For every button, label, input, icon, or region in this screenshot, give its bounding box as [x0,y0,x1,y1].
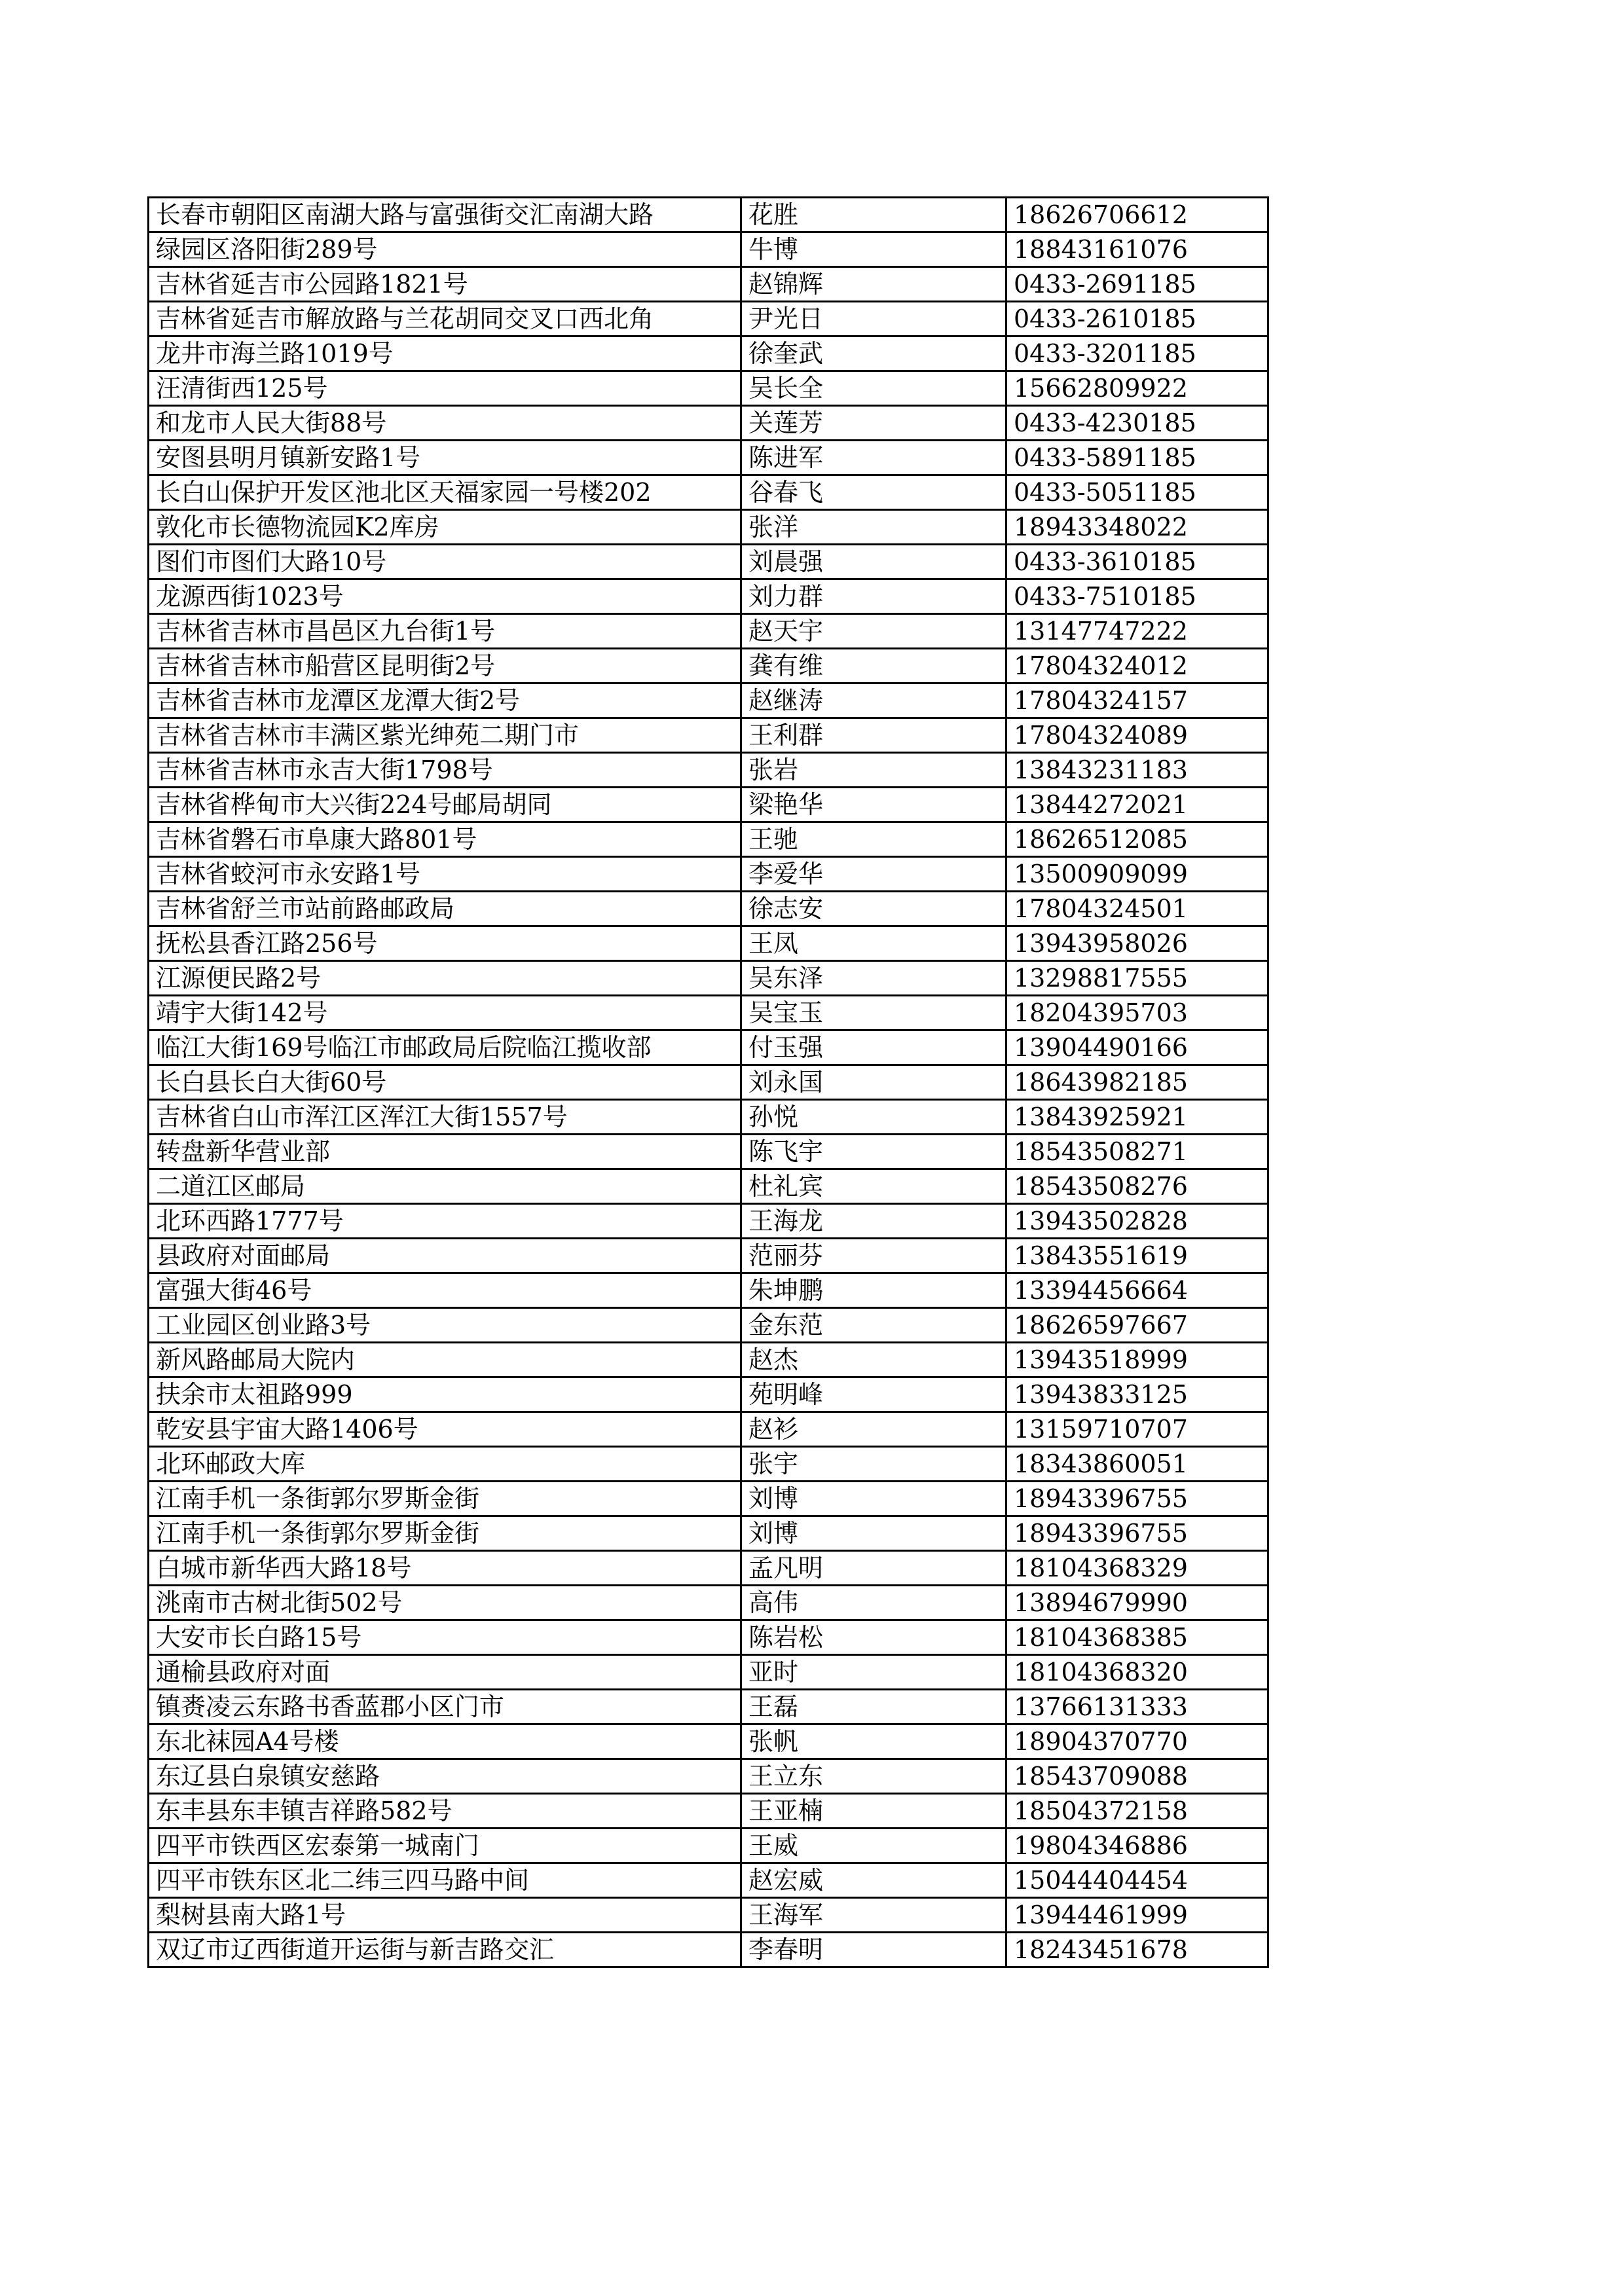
phone-cell: 18626597667 [1006,1308,1268,1343]
phone-cell: 13943833125 [1006,1377,1268,1412]
address-cell: 吉林省延吉市解放路与兰花胡同交叉口西北角 [149,302,741,337]
table-row [149,1655,1268,1690]
phone-cell: 19804346886 [1006,1829,1268,1863]
contact-name-cell: 孙悦 [741,1100,1006,1135]
phone-cell: 18626706612 [1006,198,1268,232]
table-row [149,1482,1268,1516]
phone-cell: 13894679990 [1006,1586,1268,1620]
table-row [149,545,1268,579]
phone-cell: 18343860051 [1006,1447,1268,1482]
contact-name-cell: 金东范 [741,1308,1006,1343]
contact-name-cell: 刘博 [741,1482,1006,1516]
contact-name-cell: 谷春飞 [741,475,1006,510]
address-cell: 大安市长白路15号 [149,1620,741,1655]
phone-cell: 18626512085 [1006,822,1268,857]
table-row [149,579,1268,614]
address-cell: 工业园区创业路3号 [149,1308,741,1343]
address-cell: 吉林省吉林市船营区昆明街2号 [149,649,741,683]
table-row [149,1239,1268,1273]
phone-cell: 0433-4230185 [1006,406,1268,441]
phone-cell: 0433-2610185 [1006,302,1268,337]
phone-cell: 13943502828 [1006,1204,1268,1239]
table-row [149,1030,1268,1065]
phone-cell: 0433-2691185 [1006,267,1268,302]
phone-cell: 18243451678 [1006,1933,1268,1967]
contact-name-cell: 刘晨强 [741,545,1006,579]
address-cell: 镇赉凌云东路书香蓝郡小区门市 [149,1690,741,1724]
phone-cell: 13843231183 [1006,753,1268,788]
address-cell: 洮南市古树北街502号 [149,1586,741,1620]
address-cell: 抚松县香江路256号 [149,926,741,961]
address-cell: 双辽市辽西街道开运街与新吉路交汇 [149,1933,741,1967]
address-cell: 吉林省吉林市昌邑区九台街1号 [149,614,741,649]
address-cell: 安图县明月镇新安路1号 [149,441,741,475]
phone-cell: 18543508271 [1006,1135,1268,1169]
contact-name-cell: 朱坤鹏 [741,1273,1006,1308]
phone-cell: 18543508276 [1006,1169,1268,1204]
table-row [149,267,1268,302]
contact-name-cell: 付玉强 [741,1030,1006,1065]
table-row [149,926,1268,961]
address-cell: 长白山保护开发区池北区天福家园一号楼202 [149,475,741,510]
phone-cell: 0433-3201185 [1006,337,1268,371]
table-row [149,649,1268,683]
address-cell: 四平市铁西区宏泰第一城南门 [149,1829,741,1863]
contact-name-cell: 花胜 [741,198,1006,232]
address-cell: 白城市新华西大路18号 [149,1551,741,1586]
table-row [149,1273,1268,1308]
address-cell: 吉林省吉林市龙潭区龙潭大街2号 [149,683,741,718]
address-cell: 江源便民路2号 [149,961,741,996]
phone-cell: 0433-5051185 [1006,475,1268,510]
table-row [149,1690,1268,1724]
contact-name-cell: 孟凡明 [741,1551,1006,1586]
phone-cell: 0433-7510185 [1006,579,1268,614]
address-cell: 和龙市人民大街88号 [149,406,741,441]
table-row [149,1343,1268,1377]
contact-name-cell: 张宇 [741,1447,1006,1482]
contact-name-cell: 王海龙 [741,1204,1006,1239]
address-cell: 富强大街46号 [149,1273,741,1308]
table-row [149,1829,1268,1863]
address-cell: 北环西路1777号 [149,1204,741,1239]
phone-cell: 13904490166 [1006,1030,1268,1065]
phone-cell: 18904370770 [1006,1724,1268,1759]
phone-cell: 13298817555 [1006,961,1268,996]
table-row [149,1551,1268,1586]
address-cell: 汪清街西125号 [149,371,741,406]
phone-cell: 18104368320 [1006,1655,1268,1690]
address-cell: 图们市图们大路10号 [149,545,741,579]
table-row [149,232,1268,267]
phone-cell: 18104368329 [1006,1551,1268,1586]
address-cell: 敦化市长德物流园K2库房 [149,510,741,545]
contact-name-cell: 高伟 [741,1586,1006,1620]
table-row [149,198,1268,232]
address-cell: 乾安县宇宙大路1406号 [149,1412,741,1447]
address-cell: 长白县长白大街60号 [149,1065,741,1100]
phone-cell: 13843551619 [1006,1239,1268,1273]
contact-name-cell: 徐志安 [741,892,1006,926]
table-row [149,406,1268,441]
address-cell: 二道江区邮局 [149,1169,741,1204]
address-cell: 吉林省吉林市丰满区紫光绅苑二期门市 [149,718,741,753]
address-cell: 梨树县南大路1号 [149,1898,741,1933]
contact-name-cell: 刘力群 [741,579,1006,614]
contact-name-cell: 关莲芳 [741,406,1006,441]
table-row [149,475,1268,510]
table-row [149,822,1268,857]
address-cell: 吉林省磐石市阜康大路801号 [149,822,741,857]
contact-name-cell: 梁艳华 [741,788,1006,822]
contact-name-cell: 赵天宇 [741,614,1006,649]
table-row [149,441,1268,475]
address-cell: 新风路邮局大院内 [149,1343,741,1377]
address-cell: 长春市朝阳区南湖大路与富强街交汇南湖大路 [149,198,741,232]
phone-cell: 13147747222 [1006,614,1268,649]
table-row [149,892,1268,926]
phone-cell: 13500909099 [1006,857,1268,892]
contact-name-cell: 赵杰 [741,1343,1006,1377]
table-row [149,683,1268,718]
table-row [149,788,1268,822]
table-row [149,1863,1268,1898]
phone-cell: 13943518999 [1006,1343,1268,1377]
address-cell: 吉林省桦甸市大兴街224号邮局胡同 [149,788,741,822]
contact-name-cell: 吴长全 [741,371,1006,406]
table-row [149,1759,1268,1794]
table-row [149,753,1268,788]
address-cell: 吉林省蛟河市永安路1号 [149,857,741,892]
address-cell: 转盘新华营业部 [149,1135,741,1169]
table-row [149,961,1268,996]
phone-cell: 13843925921 [1006,1100,1268,1135]
phone-cell: 18204395703 [1006,996,1268,1030]
address-cell: 通榆县政府对面 [149,1655,741,1690]
table-row [149,1586,1268,1620]
phone-cell: 0433-5891185 [1006,441,1268,475]
contact-name-cell: 张洋 [741,510,1006,545]
table-row [149,1724,1268,1759]
phone-cell: 18504372158 [1006,1794,1268,1829]
table-row [149,1794,1268,1829]
phone-cell: 18643982185 [1006,1065,1268,1100]
contact-name-cell: 张岩 [741,753,1006,788]
address-cell: 东丰县东丰镇吉祥路582号 [149,1794,741,1829]
address-cell: 临江大街169号临江市邮政局后院临江揽收部 [149,1030,741,1065]
contact-name-cell: 亚时 [741,1655,1006,1690]
table-row [149,1308,1268,1343]
phone-cell: 18104368385 [1006,1620,1268,1655]
contact-name-cell: 王立东 [741,1759,1006,1794]
address-cell: 靖宇大街142号 [149,996,741,1030]
contact-name-cell: 苑明峰 [741,1377,1006,1412]
contact-name-cell: 王亚楠 [741,1794,1006,1829]
phone-cell: 17804324157 [1006,683,1268,718]
phone-cell: 17804324089 [1006,718,1268,753]
contact-name-cell: 赵衫 [741,1412,1006,1447]
address-cell: 江南手机一条街郭尔罗斯金街 [149,1516,741,1551]
address-cell: 吉林省舒兰市站前路邮政局 [149,892,741,926]
contact-name-cell: 赵继涛 [741,683,1006,718]
phone-cell: 0433-3610185 [1006,545,1268,579]
address-cell: 北环邮政大库 [149,1447,741,1482]
address-cell: 绿园区洛阳街289号 [149,232,741,267]
contact-name-cell: 王海军 [741,1898,1006,1933]
contact-name-cell: 吴宝玉 [741,996,1006,1030]
phone-cell: 18943396755 [1006,1482,1268,1516]
table-row [149,1898,1268,1933]
contact-table-body [149,198,1268,1967]
phone-cell: 15662809922 [1006,371,1268,406]
contact-name-cell: 杜礼宾 [741,1169,1006,1204]
phone-cell: 13766131333 [1006,1690,1268,1724]
table-row [149,510,1268,545]
contact-name-cell: 吴东泽 [741,961,1006,996]
table-row [149,718,1268,753]
address-cell: 吉林省白山市浑江区浑江大街1557号 [149,1100,741,1135]
address-cell: 县政府对面邮局 [149,1239,741,1273]
contact-name-cell: 王凤 [741,926,1006,961]
address-cell: 吉林省延吉市公园路1821号 [149,267,741,302]
table-row [149,1620,1268,1655]
address-cell: 四平市铁东区北二纬三四马路中间 [149,1863,741,1898]
table-row [149,996,1268,1030]
table-row [149,302,1268,337]
contact-name-cell: 陈飞宇 [741,1135,1006,1169]
contact-name-cell: 牛博 [741,232,1006,267]
phone-cell: 18543709088 [1006,1759,1268,1794]
phone-cell: 18943396755 [1006,1516,1268,1551]
contact-name-cell: 陈进军 [741,441,1006,475]
contact-table [147,196,1269,1968]
table-row [149,1100,1268,1135]
table-row [149,1447,1268,1482]
contact-name-cell: 赵锦辉 [741,267,1006,302]
table-row [149,857,1268,892]
table-row [149,1516,1268,1551]
contact-name-cell: 陈岩松 [741,1620,1006,1655]
address-cell: 江南手机一条街郭尔罗斯金街 [149,1482,741,1516]
address-cell: 东北袜园A4号楼 [149,1724,741,1759]
table-row [149,1377,1268,1412]
contact-name-cell: 李春明 [741,1933,1006,1967]
table-row [149,337,1268,371]
contact-name-cell: 刘永国 [741,1065,1006,1100]
phone-cell: 13844272021 [1006,788,1268,822]
phone-cell: 13394456664 [1006,1273,1268,1308]
table-row [149,1065,1268,1100]
phone-cell: 13159710707 [1006,1412,1268,1447]
contact-name-cell: 范丽芬 [741,1239,1006,1273]
address-cell: 龙井市海兰路1019号 [149,337,741,371]
phone-cell: 18943348022 [1006,510,1268,545]
table-row [149,1933,1268,1967]
phone-cell: 18843161076 [1006,232,1268,267]
contact-name-cell: 龚有维 [741,649,1006,683]
contact-name-cell: 王驰 [741,822,1006,857]
table-row [149,1204,1268,1239]
phone-cell: 17804324012 [1006,649,1268,683]
contact-name-cell: 王威 [741,1829,1006,1863]
contact-name-cell: 刘博 [741,1516,1006,1551]
address-cell: 吉林省吉林市永吉大街1798号 [149,753,741,788]
table-row [149,1135,1268,1169]
phone-cell: 13943958026 [1006,926,1268,961]
address-cell: 龙源西街1023号 [149,579,741,614]
contact-name-cell: 李爱华 [741,857,1006,892]
contact-name-cell: 尹光日 [741,302,1006,337]
contact-name-cell: 赵宏威 [741,1863,1006,1898]
phone-cell: 17804324501 [1006,892,1268,926]
table-row [149,614,1268,649]
contact-name-cell: 王磊 [741,1690,1006,1724]
address-cell: 东辽县白泉镇安慈路 [149,1759,741,1794]
table-row [149,1169,1268,1204]
phone-cell: 15044404454 [1006,1863,1268,1898]
table-row [149,371,1268,406]
contact-name-cell: 张帆 [741,1724,1006,1759]
table-row [149,1412,1268,1447]
contact-name-cell: 徐奎武 [741,337,1006,371]
address-cell: 扶余市太祖路999 [149,1377,741,1412]
contact-name-cell: 王利群 [741,718,1006,753]
phone-cell: 13944461999 [1006,1898,1268,1933]
